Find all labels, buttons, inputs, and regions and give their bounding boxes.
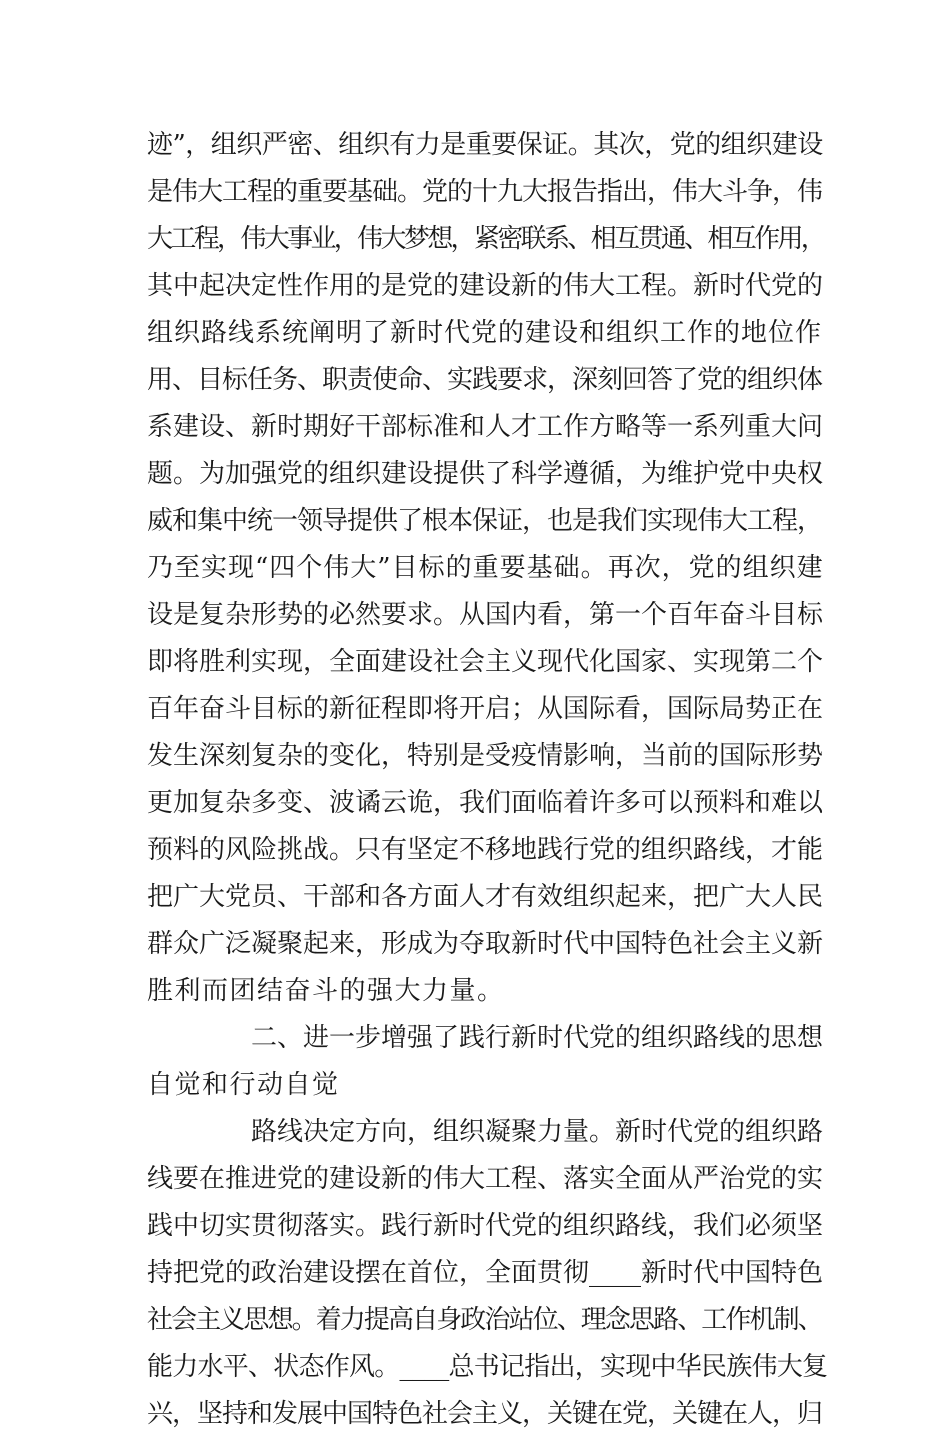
text-line: 百年奋斗目标的新征程即将开启；从国际看，国际局势正在 — [147, 694, 824, 724]
text-line: 把广大党员、干部和各方面人才有效组织起来，把广大人民 — [147, 882, 824, 912]
text-line: 组织路线系统阐明了新时代党的建设和组织工作的地位作 — [147, 318, 823, 348]
text-line: 预料的风险挑战。只有坚定不移地践行党的组织路线，才能 — [147, 835, 824, 865]
section-heading: 二、进一步增强了践行新时代党的组织路线的思想 — [251, 1023, 824, 1053]
text-line: 即将胜利实现，全面建设社会主义现代化国家、实现第二个 — [147, 647, 824, 677]
text-line: 发生深刻复杂的变化，特别是受疫情影响，当前的国际形势 — [147, 741, 824, 771]
text-line: 题。为加强党的组织建设提供了科学遵循，为维护党中央权 — [147, 459, 824, 489]
paragraph-start: 路线决定方向，组织凝聚力量。新时代党的组织路 — [251, 1117, 824, 1147]
text-line: 践中切实贯彻落实。践行新时代党的组织路线，我们必须坚 — [147, 1211, 824, 1241]
text-line: 群众广泛凝聚起来，形成为夺取新时代中国特色社会主义新 — [147, 929, 824, 959]
document-body — [147, 122, 827, 1438]
text-line: 兴，坚持和发展中国特色社会主义，关键在党，关键在人，归 — [147, 1399, 823, 1429]
text-line: 线要在推进党的建设新的伟大工程、落实全面从严治党的实 — [147, 1164, 824, 1194]
text-line: 持把党的政治建设摆在首位，全面贯彻____新时代中国特色 — [147, 1258, 824, 1288]
text-line: 其中起决定性作用的是党的建设新的伟大工程。新时代党的 — [147, 271, 824, 301]
text-line: 迹”，组织严密、组织有力是重要保证。其次，党的组织建设 — [147, 130, 823, 160]
text-line: 更加复杂多变、波谲云诡，我们面临着许多可以预料和难以 — [147, 788, 824, 818]
text-line: 能力水平、状态作风。____总书记指出，实现中华民族伟大复 — [147, 1352, 828, 1382]
text-line: 胜利而团结奋斗的强大力量。 — [147, 976, 505, 1006]
text-line: 设是复杂形势的必然要求。从国内看，第一个百年奋斗目标 — [147, 600, 824, 630]
section-heading-continuation: 自觉和行动自觉 — [147, 1070, 340, 1100]
text-line: 是伟大工程的重要基础。党的十九大报告指出，伟大斗争，伟 — [147, 177, 823, 207]
text-line: 威和集中统一领导提供了根本保证，也是我们实现伟大工程， — [147, 506, 823, 536]
text-line: 社会主义思想。着力提高自身政治站位、理念思路、工作机制、 — [147, 1305, 822, 1335]
text-line: 用、目标任务、职责使命、实践要求，深刻回答了党的组织体 — [147, 365, 823, 395]
text-line: 乃至实现“四个伟大”目标的重要基础。再次，党的组织建 — [147, 553, 824, 583]
text-line: 大工程，伟大事业，伟大梦想，紧密联系、相互贯通、相互作用， — [147, 224, 825, 254]
text-line: 系建设、新时期好干部标准和人才工作方略等一系列重大问 — [147, 412, 824, 442]
